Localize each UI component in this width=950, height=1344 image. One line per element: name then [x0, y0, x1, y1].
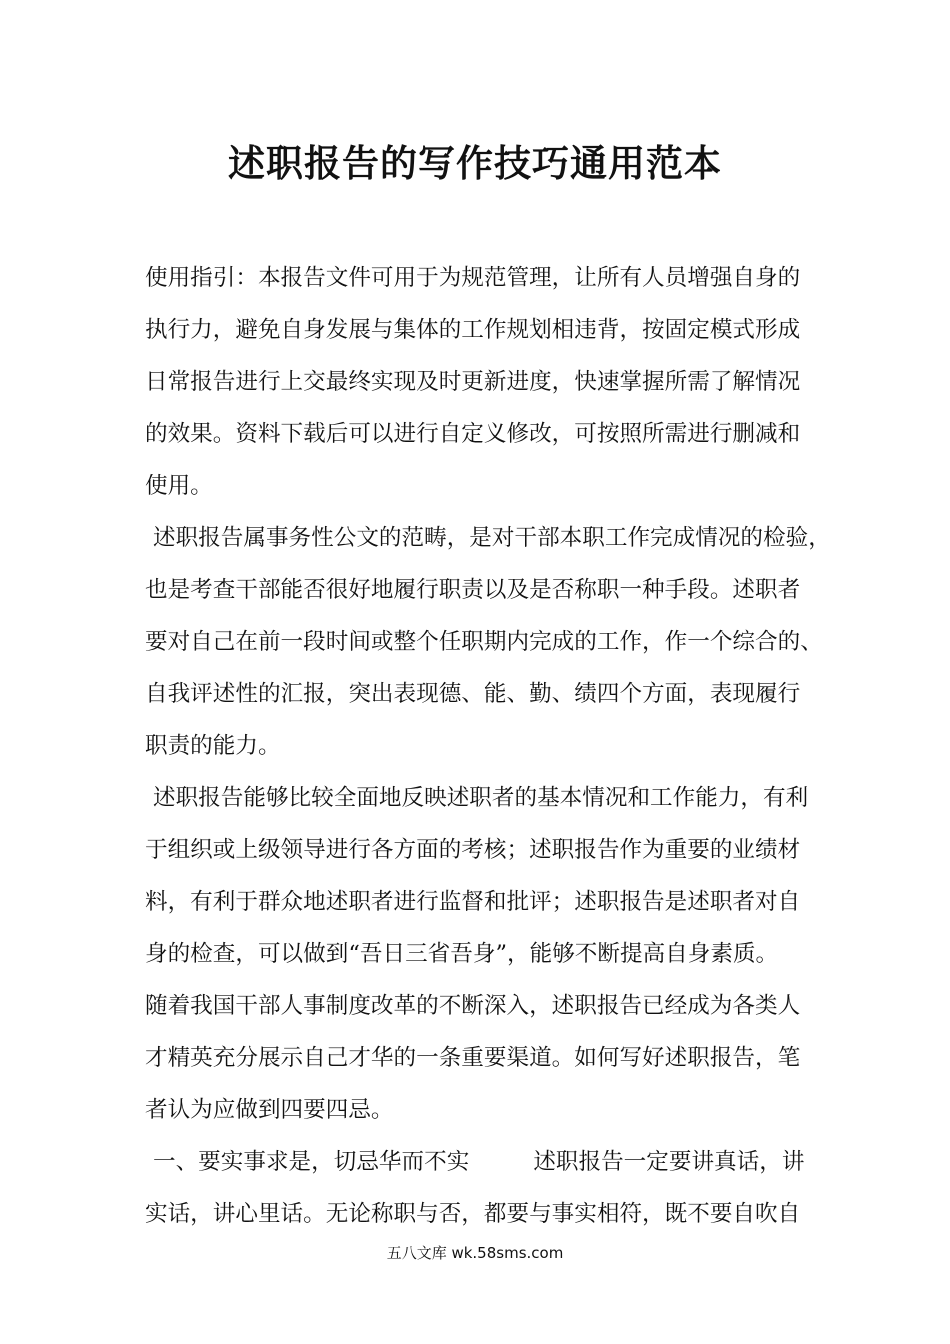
section-heading-tail: 述职报告一定要讲真话，讲 — [533, 1149, 805, 1175]
body-line: 日常报告进行上交最终实现及时更新进度，快速掌握所需了解情况 — [145, 369, 801, 395]
document-title: 述职报告的写作技巧通用范本 — [228, 142, 722, 185]
body-line: 使用指引：本报告文件可用于为规范管理，让所有人员增强自身的 — [145, 265, 801, 291]
body-line: 使用。 — [145, 473, 213, 499]
section-heading: 一、要实事求是，切忌华而不实 — [153, 1149, 470, 1175]
body-line: 执行力，避免自身发展与集体的工作规划相违背，按固定模式形成 — [145, 317, 801, 343]
body-line: 也是考查干部能否很好地履行职责以及是否称职一种手段。述职者 — [145, 577, 801, 603]
document-body — [145, 252, 831, 1240]
body-line: 职责的能力。 — [145, 733, 281, 759]
body-line: 于组织或上级领导进行各方面的考核；述职报告作为重要的业绩材 — [145, 837, 801, 863]
body-line: 要对自己在前一段时间或整个任职期内完成的工作，作一个综合的、 — [145, 629, 823, 655]
body-line: 述职报告能够比较全面地反映述职者的基本情况和工作能力，有利 — [153, 785, 809, 811]
body-line: 随着我国干部人事制度改革的不断深入，述职报告已经成为各类人 — [145, 993, 801, 1019]
body-line: 者认为应做到四要四忌。 — [145, 1097, 394, 1123]
body-line: 述职报告属事务性公文的范畴，是对干部本职工作完成情况的检验， — [153, 525, 831, 551]
body-line: 身的检查，可以做到“吾日三省吾身”，能够不断提高自身素质。 — [145, 941, 779, 967]
body-line: 的效果。资料下载后可以进行自定义修改，可按照所需进行删减和 — [145, 421, 801, 447]
footer-watermark: 五八文库 wk.58sms.com — [386, 1244, 564, 1262]
body-line: 才精英充分展示自己才华的一条重要渠道。如何写好述职报告，笔 — [145, 1045, 801, 1071]
body-line: 料，有利于群众地述职者进行监督和批评；述职报告是述职者对自 — [145, 889, 801, 915]
body-line: 实话，讲心里话。无论称职与否，都要与事实相符，既不要自吹自 — [145, 1201, 801, 1227]
body-line: 自我评述性的汇报，突出表现德、能、勤、绩四个方面，表现履行 — [145, 681, 801, 707]
section-heading-line — [145, 1136, 807, 1188]
